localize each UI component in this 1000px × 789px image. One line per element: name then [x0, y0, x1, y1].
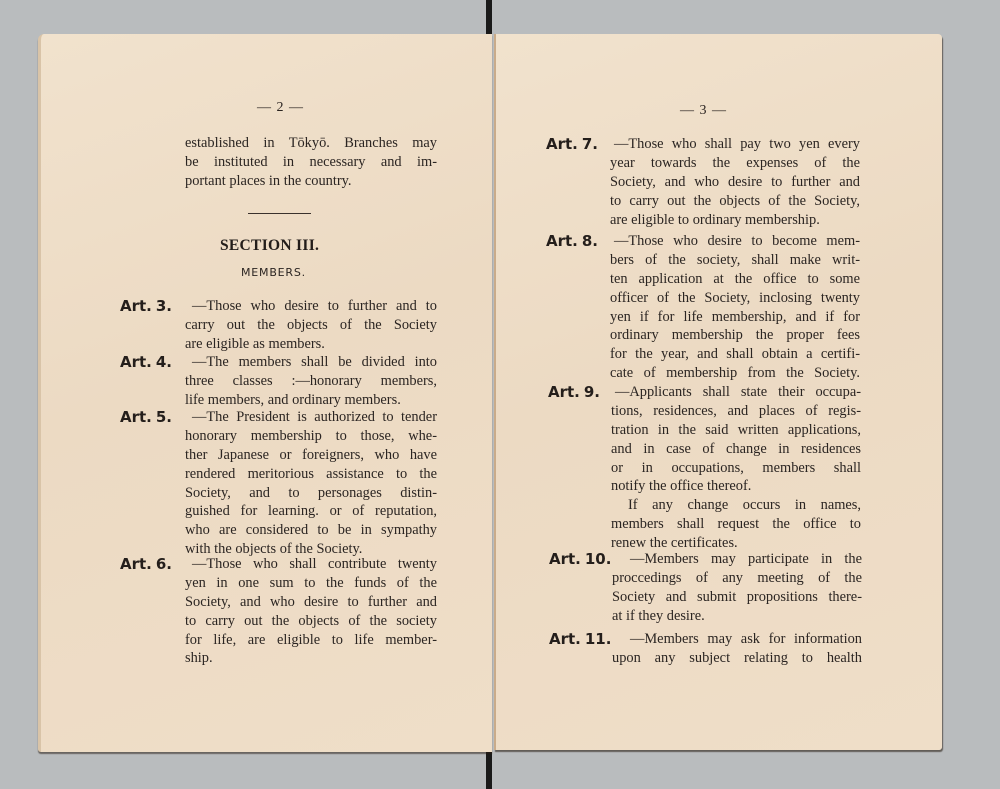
article-6-text: —Those who shall contribute twenty yen in one sum to the funds of the Society, and who desire to further and to carry out the objects of the society for life, are eligible to life member- ship. — [185, 556, 437, 667]
section-subtitle: MEMBERS. — [241, 266, 306, 279]
article-label: Art. 10. — [549, 550, 612, 568]
text-line: established in Tōkyō. Branches may — [185, 135, 437, 151]
page-number-right: — 3 — — [680, 103, 727, 118]
article-label: Art. 6. — [120, 555, 173, 573]
section-title: SECTION III. — [220, 237, 320, 254]
text-line: portant places in the country. — [185, 172, 352, 189]
article-9-text: —Applicants shall state their occupa- tions, residences, and places of regis- tration in the said written applications, and in case of change in residences or in occupations, members shall notify the office thereof. If any change occurs in names, members shall request the office to renew the certificates. — [611, 384, 861, 552]
intro-paragraph — [185, 134, 437, 191]
article-label: Art. 9. — [548, 383, 601, 401]
article-label: Art. 4. — [120, 353, 173, 371]
text-line: be instituted in necessary and im- — [185, 153, 437, 170]
page-number-left: — 2 — — [257, 100, 304, 115]
article-4-text: —The members shall be divided into three classes :—honorary members, life members, and ordinary members. — [185, 354, 437, 408]
article-7-text: —Those who shall pay two yen every year towards the expenses of the Society, and who desire to further and to carry out the objects of the Society, are eligible to ordinary membership. — [610, 136, 860, 228]
article-8-text: —Those who desire to become mem- bers of the society, shall make writ- ten application at the office to some officer of the Society, inclosing twenty yen if for life membership, and if for ordinary membership the proper fees for the year, and shall obtain a certifi- cate of membership from the Society. — [610, 233, 860, 382]
article-5-text: —The President is authorized to tender honorary membership to those, whe- ther Japanese or foreigners, who have rendered meritorious assistance to the Society, and to personages distin- guished for learning. or of reputation, who are considered to be in sympathy with the objects of the Society. — [185, 409, 437, 558]
article-label: Art. 3. — [120, 297, 173, 315]
section-divider — [248, 213, 311, 214]
article-label: Art. 7. — [546, 135, 599, 153]
article-label: Art. 11. — [549, 630, 612, 648]
article-10-text: —Members may participate in the proccedings of any meeting of the Society and submit propositions there- at if they desire. — [612, 551, 862, 624]
article-11-text: —Members may ask for information upon any subject relating to health — [612, 631, 862, 666]
article-label: Art. 8. — [546, 232, 599, 250]
article-3-text: —Those who desire to further and to carry out the objects of the Society are eligible as members. — [185, 298, 437, 352]
article-label: Art. 5. — [120, 408, 173, 426]
